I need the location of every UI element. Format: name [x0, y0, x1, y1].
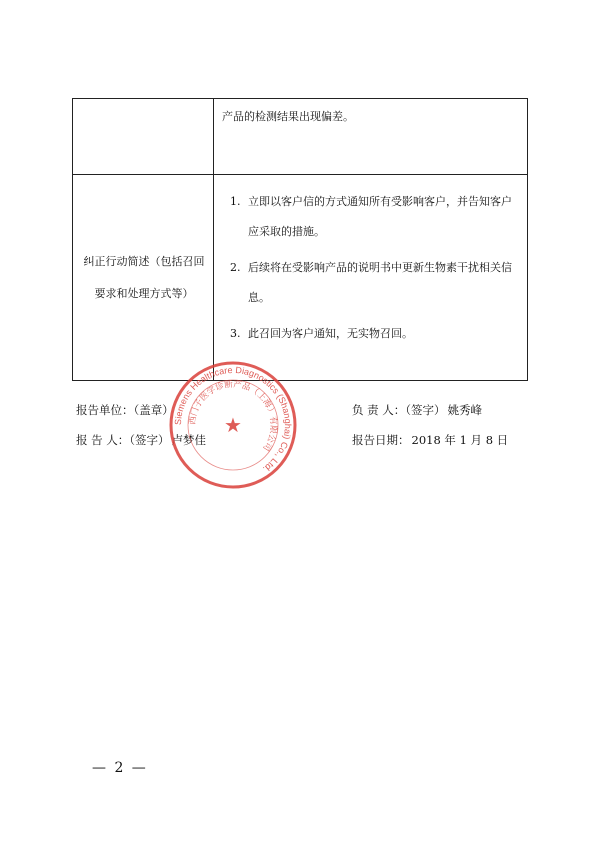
corrective-action-list	[214, 175, 527, 349]
result-text: 产品的检测结果出现偏差。	[222, 110, 354, 123]
report-date-value: 2018 年 1 月 8 日	[411, 433, 509, 447]
corrective-action-label: 纠正行动简述（包括召回要求和处理方式等）	[83, 254, 205, 300]
responsible-label: 负 责 人：（签字）	[352, 403, 446, 417]
row-label-cell	[73, 99, 214, 175]
item-number: 3.	[230, 327, 241, 340]
table-row-corrective-action	[73, 175, 528, 381]
item-text: 后续将在受影响产品的说明书中更新生物素干扰相关信息。	[248, 261, 512, 304]
report-date-line	[352, 432, 508, 448]
list-item	[230, 319, 517, 349]
row-content-cell	[214, 99, 528, 175]
list-item	[230, 187, 517, 247]
svg-text:西门子医学诊断产品（上海）有限公司: 西门子医学诊断产品（上海）有限公司	[187, 379, 279, 453]
report-unit-line	[76, 402, 174, 418]
row-label-cell	[73, 175, 214, 381]
reporter-signature: 卢梦佳	[171, 433, 207, 447]
reporter-line	[76, 432, 206, 448]
item-number: 1.	[230, 195, 241, 208]
row-content-cell	[214, 175, 528, 381]
report-date-label: 报告日期：	[352, 433, 410, 447]
table-row-result	[73, 99, 528, 175]
reporter-label: 报 告 人：（签字）	[76, 433, 170, 447]
svg-text:★: ★	[224, 413, 242, 437]
item-text: 立即以客户信的方式通知所有受影响客户，并告知客户应采取的措施。	[248, 195, 512, 238]
report-table	[72, 98, 528, 381]
list-item	[230, 253, 517, 313]
item-number: 2.	[230, 261, 241, 274]
responsible-signature: 姚秀峰	[447, 403, 483, 417]
responsible-line	[352, 402, 482, 418]
page-number: — 2 —	[92, 760, 148, 776]
svg-text:Siemens Healthcare Diagnostics: Siemens Healthcare Diagnostics (Shanghai) Co., Ltd.	[172, 364, 294, 475]
report-unit-label: 报告单位：（盖章）	[76, 403, 174, 417]
item-text: 此召回为客户通知，无实物召回。	[248, 327, 413, 340]
